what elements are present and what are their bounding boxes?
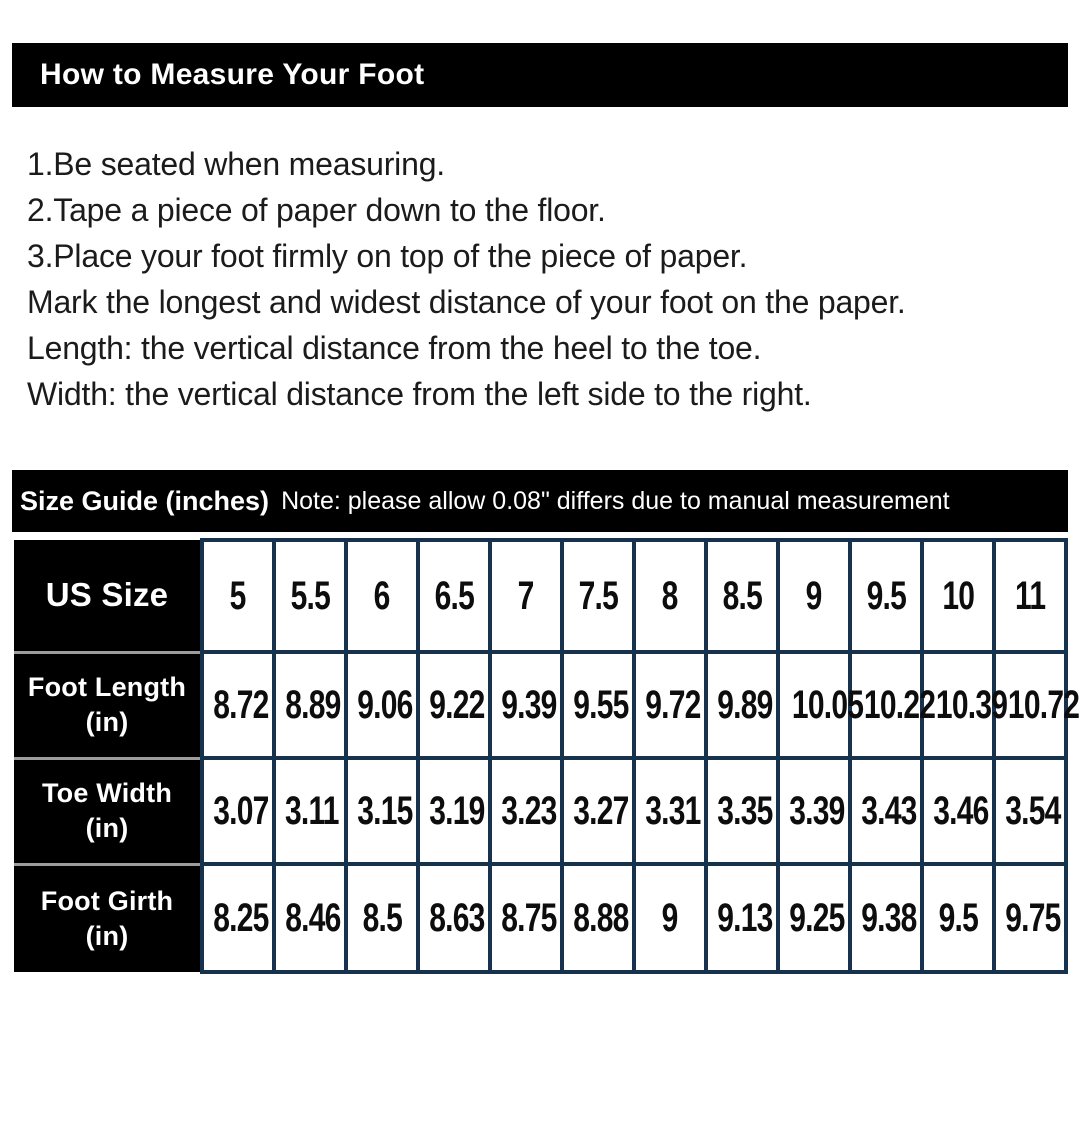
- measuring-instructions: [27, 141, 1066, 417]
- table-cell-value: 8.88: [573, 895, 629, 940]
- table-cell-value: 8: [662, 573, 678, 618]
- table-cell-value: 6.5: [434, 573, 474, 618]
- table-cell: [850, 864, 922, 972]
- row-header-label: Foot Length: [27, 671, 187, 702]
- row-header-unit: (in): [85, 920, 129, 951]
- table-cell-value: 8.63: [429, 895, 485, 940]
- table-cell: [994, 758, 1066, 864]
- table-cell: [706, 864, 778, 972]
- size-guide-note: Note: please allow 0.08" differs due to manual measurement: [281, 486, 950, 515]
- table-cell-value: 10.72: [1007, 682, 1080, 727]
- how-to-measure-title-bar: [12, 43, 1068, 107]
- instruction-line: 1.Be seated when measuring.: [27, 146, 445, 182]
- table-cell-value: 10.22: [863, 682, 936, 727]
- table-cell: [778, 540, 850, 652]
- table-cell-value: 8.5: [722, 573, 762, 618]
- table-cell-value: 9.25: [789, 895, 845, 940]
- table-cell: [418, 652, 490, 758]
- table-cell: [634, 758, 706, 864]
- table-cell: [994, 864, 1066, 972]
- table-cell-value: 8.72: [213, 682, 269, 727]
- table-cell: [562, 758, 634, 864]
- table-cell: [994, 540, 1066, 652]
- table-cell-value: 3.39: [789, 788, 845, 833]
- size-guide-title-bar: [12, 470, 1068, 532]
- table-cell: [346, 652, 418, 758]
- table-row: [14, 540, 1066, 652]
- table-cell-value: 10.39: [935, 682, 1008, 727]
- row-header-unit: (in): [85, 813, 129, 843]
- instruction-line: Width: the vertical distance from the left side to the right.: [27, 376, 812, 412]
- table-cell-value: 8.89: [285, 682, 341, 727]
- size-guide-title: Size Guide (inches): [20, 485, 270, 516]
- table-cell: [562, 864, 634, 972]
- table-cell-value: 3.19: [429, 788, 485, 833]
- table-cell: [418, 540, 490, 652]
- table-cell-value: 3.11: [284, 788, 339, 833]
- table-cell-value: 9.5: [866, 573, 906, 618]
- table-cell: [418, 758, 490, 864]
- table-cell: [778, 758, 850, 864]
- instruction-line: 2.Tape a piece of paper down to the floor.: [27, 192, 606, 228]
- table-cell: [202, 758, 274, 864]
- table-cell: [490, 540, 562, 652]
- table-row: [14, 864, 1066, 972]
- table-cell-value: 9.72: [645, 682, 701, 727]
- table-cell: [706, 540, 778, 652]
- table-cell: [562, 652, 634, 758]
- table-cell-value: 10.05: [791, 682, 864, 727]
- row-header-label: Toe Width: [41, 777, 173, 808]
- row-header-cell: [14, 758, 202, 864]
- table-cell-value: 3.54: [1005, 788, 1061, 833]
- table-cell: [922, 540, 994, 652]
- table-row: [14, 758, 1066, 864]
- table-cell-value: 5: [230, 573, 246, 618]
- table-cell-value: 7.5: [578, 573, 618, 618]
- table-cell: [490, 652, 562, 758]
- table-cell: [778, 864, 850, 972]
- table-cell-value: 9.13: [717, 895, 773, 940]
- table-cell: [274, 864, 346, 972]
- row-header-cell: [14, 540, 202, 652]
- table-cell-value: 3.23: [501, 788, 557, 833]
- row-header-label: Foot Girth: [40, 885, 174, 916]
- row-header-cell: [14, 864, 202, 972]
- table-cell-value: 3.31: [645, 788, 701, 833]
- table-cell-value: 3.43: [861, 788, 917, 833]
- table-cell-value: 3.07: [213, 788, 269, 833]
- table-cell: [346, 758, 418, 864]
- table-cell-value: 9.06: [357, 682, 413, 727]
- table-cell: [850, 758, 922, 864]
- table-cell: [346, 864, 418, 972]
- table-cell: [562, 540, 634, 652]
- row-header-cell: [14, 652, 202, 758]
- size-guide-table: [14, 538, 1080, 974]
- table-cell-value: 3.35: [717, 788, 773, 833]
- table-cell-value: 9.89: [717, 682, 773, 727]
- table-cell-value: 8.5: [362, 895, 402, 940]
- table-cell-value: 9.75: [1005, 895, 1061, 940]
- table-cell: [274, 758, 346, 864]
- page-title: How to Measure Your Foot: [40, 58, 425, 91]
- table-cell: [922, 758, 994, 864]
- table-cell-value: 9.22: [429, 682, 485, 727]
- table-cell: [490, 864, 562, 972]
- table-cell: [922, 864, 994, 972]
- table-cell-value: 6: [374, 573, 390, 618]
- table-cell: [778, 652, 864, 758]
- table-cell: [634, 652, 706, 758]
- table-cell-value: 9.55: [573, 682, 629, 727]
- table-cell: [274, 652, 346, 758]
- table-cell: [490, 758, 562, 864]
- table-cell-value: 9: [662, 895, 678, 940]
- table-row: [14, 652, 1066, 758]
- instruction-line: Mark the longest and widest distance of your foot on the paper.: [27, 284, 906, 320]
- table-cell: [706, 758, 778, 864]
- table-cell-value: 9.5: [938, 895, 978, 940]
- table-cell: [202, 652, 274, 758]
- table-cell-value: 8.46: [285, 895, 341, 940]
- table-cell-value: 9.38: [861, 895, 917, 940]
- instruction-line: 3.Place your foot firmly on top of the piece of paper.: [27, 238, 748, 274]
- table-cell: [274, 540, 346, 652]
- table-cell-value: 10: [942, 573, 974, 618]
- table-cell-value: 9.39: [501, 682, 557, 727]
- table-cell: [706, 652, 778, 758]
- table-cell: [850, 540, 922, 652]
- instruction-line: Length: the vertical distance from the heel to the toe.: [27, 330, 762, 366]
- table-cell: [202, 864, 274, 972]
- table-cell-value: 5.5: [290, 573, 330, 618]
- table-cell-value: 3.15: [357, 788, 413, 833]
- table-cell-value: 11: [1014, 573, 1046, 618]
- table-cell-value: 8.75: [501, 895, 557, 940]
- row-header-label: US Size: [45, 576, 169, 614]
- table-cell: [634, 540, 706, 652]
- table-cell: [202, 540, 274, 652]
- table-cell-value: 3.27: [573, 788, 629, 833]
- table-cell-value: 8.25: [213, 895, 269, 940]
- table-cell: [634, 864, 706, 972]
- table-cell-value: 9: [806, 573, 822, 618]
- table-cell-value: 3.46: [933, 788, 989, 833]
- table-cell: [418, 864, 490, 972]
- table-cell: [346, 540, 418, 652]
- table-cell-value: 7: [518, 573, 534, 618]
- row-header-unit: (in): [85, 707, 129, 737]
